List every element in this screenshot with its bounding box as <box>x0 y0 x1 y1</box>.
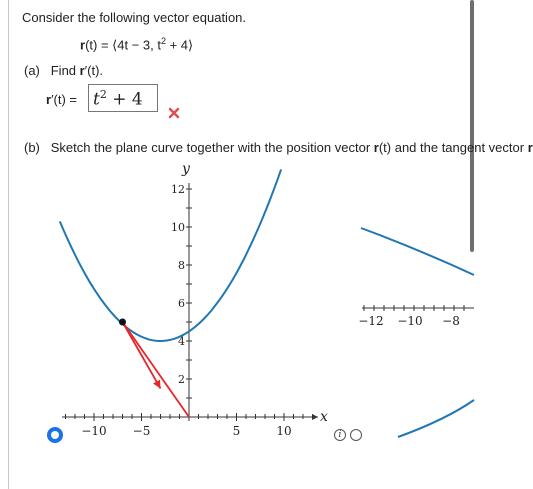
graph2-x-tick-label: −12 <box>358 314 384 328</box>
answer-label-bold: r <box>46 92 52 107</box>
y-tick-label: 4 <box>178 335 185 348</box>
y-tick-label: 8 <box>178 259 185 272</box>
part-a-bold: r <box>79 63 85 78</box>
part-a-label: (a) <box>24 63 40 78</box>
curve-point <box>119 319 126 326</box>
part-a-prefix: Find <box>50 63 80 78</box>
y-axis-label: y <box>182 161 190 177</box>
part-b-bold2: r <box>527 140 533 155</box>
y-tick-label: 10 <box>171 221 185 234</box>
equation-tail: + 4⟩ <box>165 37 194 53</box>
part-a-suffix: ′(t). <box>84 63 104 78</box>
graph1-plot <box>60 161 328 438</box>
answer-value-tail: + 4 <box>106 89 143 110</box>
x-tick-label: −10 <box>81 424 107 438</box>
part-b-bold: r <box>373 140 379 155</box>
answer-label-rest: ′(t) = <box>51 92 77 107</box>
graph2-curve-upper <box>361 228 474 275</box>
graph-option-2-radio[interactable] <box>350 429 362 441</box>
equation-rhs: (t) = ⟨4t − 3, t <box>85 37 161 53</box>
graph2-curve-lower <box>398 400 474 437</box>
equation-r: r <box>80 37 86 53</box>
part-b-prefix: Sketch the plane curve together with the position vector <box>50 140 374 155</box>
answer-input[interactable] <box>88 84 158 112</box>
x-tick-label: 5 <box>232 424 241 438</box>
graph-option-1[interactable] <box>0 155 474 445</box>
x-axis-label: x <box>320 409 328 425</box>
graph2-x-tick-label: −8 <box>442 314 460 328</box>
graph2-plot <box>358 228 474 437</box>
incorrect-x-icon <box>168 107 180 119</box>
y-tick-label: 6 <box>178 297 185 310</box>
info-icon[interactable]: i <box>334 429 346 441</box>
graph-option-1-radio[interactable] <box>47 427 63 443</box>
x-tick-label: 10 <box>276 424 292 438</box>
equation-sup: 2 <box>160 36 166 46</box>
y-tick-label: 12 <box>171 183 185 196</box>
part-a-prompt <box>24 63 103 78</box>
graph2-x-tick-label: −10 <box>397 314 423 328</box>
problem-intro: Consider the following vector equation. <box>22 10 247 25</box>
answer-value-sup: 2 <box>99 88 107 101</box>
y-tick-label: 2 <box>178 373 185 386</box>
part-b-mid: (t) and the tangent vector <box>378 140 528 155</box>
x-tick-label: −5 <box>132 424 151 438</box>
answer-label <box>46 92 77 107</box>
answer-value-t: t <box>93 89 100 110</box>
part-b-label: (b) <box>24 140 40 155</box>
part-b-prompt <box>24 140 533 155</box>
tangent-vector <box>123 322 161 389</box>
vector-equation <box>80 36 193 53</box>
